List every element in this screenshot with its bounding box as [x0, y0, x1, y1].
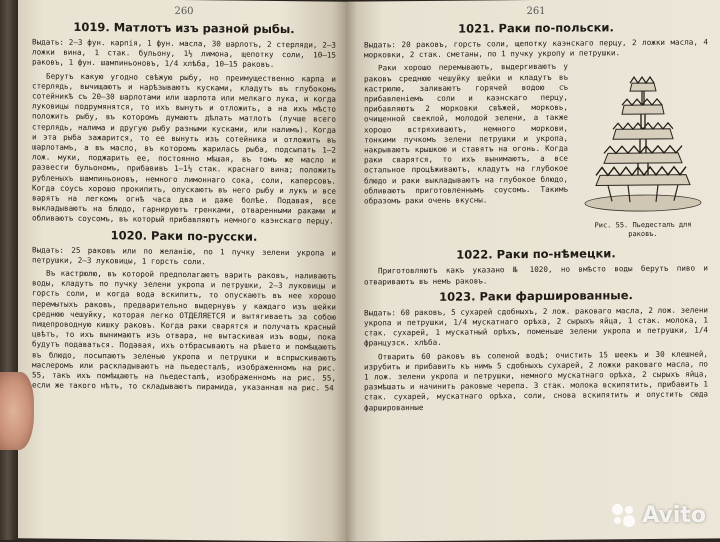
thumb	[0, 372, 34, 450]
right-page	[346, 0, 720, 542]
recipe-1020-title: 1020. Раки по-русски.	[110, 227, 258, 244]
figure-caption: Рис. 55. Пьедесталъ для раковъ.	[594, 221, 692, 239]
recipe-1021-ingredients: Выдать: 20 раковъ, горсть соли, щепотку каэнскаго перцу, 2 ложки масла, 4 морковки, 2 стак. сметаны, по 1 пучку укропу и петрушки.	[364, 37, 708, 60]
page-number-right: 261	[526, 5, 546, 18]
recipe-1022-title: 1022. Раки по-нѣмецки.	[456, 246, 616, 263]
avito-watermark	[610, 502, 706, 528]
recipe-1019-title: 1019. Матлотъ изъ разной рыбы.	[73, 19, 295, 37]
recipe-1020-text: Въ кастрюлю, въ которой предполагаютъ варить раковъ, наливаютъ воды, кладутъ по пучку зелени укропа и петрушки, 2—3 луковицы и горсть соли, и когда вода вскипитъ, то опускаютъ въ нее хорошо перемытыхъ раковъ, предварительно выдернувъ у каждаго изъ шейки среднюю чешуйку, которая легко ОТДЕЛЯЕТСЯ и вытягиваетъ за собою пищепроводную кишку раковъ. Когда раки сварятся и получатъ красный цвѣтъ, то ихъ вынимаютъ изъ отвара, не вытаскивая изъ воды, пока будутъ подаваться. Подавая, ихъ отбрасываютъ на рѣшето и помѣщаютъ въ блюдо, посыпаютъ зеленью укропа и петрушки и вспрыскиваютъ маслеромъ или раскладываютъ на пьедесталѣ, изображенномъ на рис. 55, такъ ихъ помѣщаютъ на пьедесталѣ, изображенномъ на рис. 55, если же такого нѣтъ, то складываютъ пирамида, указанная на рис. 54	[32, 268, 336, 393]
recipe-1023-title: 1023. Раки фаршированные.	[439, 287, 633, 304]
page-number-left: 260	[174, 5, 194, 18]
recipe-1021-title: 1021. Раки по-польски.	[458, 20, 614, 36]
recipe-1023-text: Отварить 60 раковъ въ соленой водѣ; очистить 15 шеекъ и 30 клешней, изрубить и прибавить къ нимъ 5 сдобныхъ сухарей, 2 ложки раковаго масла, по 1 лож. зелени укропа и петрушки, немного мускатнаго орѣха, 2 сырыхъ яйца, размѣшать и начинить раковые черепа. 3 стак. молока вскипятить, прибавить 1 стак. сухарей, мускатнаго орѣха, соли, снова вскипятить и опустить сюда фаршированные	[364, 349, 708, 413]
recipe-1019-text: Берутъ какую угодно свѣжую рыбу, но преимущественно карпа и стерлядь, вычищаютъ и нарѣзываютъ кусками, кладутъ въ глубокомъ сотейникѣ съ 20—30 шарлотами или шарлота или мелкаго лука, и когда луковицы подрумянятся, то ихъ вынуть и отложить, а на ихъ мѣсто положить рыбу, въ которомъ думаютъ дѣлать матлотъ (лучше всего стерлядь, налима и другую рыбу разными кусками, или налимъ). Когда и эта рыба зажарится, то ее вынуть изъ сотейника и отложить въ шарлотамъ, а въ масло, въ которомъ жарилась рыба, подсыпать 1—2 лож. муки, поджарить ее, постоянно мѣшая, въ томъ же масло и развести бульономъ, прибавивъ 1—1½ стак. краснаго вина; положить рубленыхъ шампиньоновъ, немного лимоннаго сока, соли, каперсовъ. Когда соусъ хорошо прокипитъ, опускаютъ въ него рыбу и лукъ и все варятъ на легкомъ огнѣ часа два и даже болѣе. Подавая, все выкладываютъ на блюдо, гарнируютъ гренками, отваренными раками и обливаютъ соусомъ, въ который прибавляютъ немного каэнскаго перцу.	[32, 71, 336, 227]
figure-55	[578, 65, 708, 240]
recipe-1022-text: Приготовляютъ какъ указано № 1020, но вмѣсто воды берутъ пиво и отвариваютъ въ немъ раковъ.	[364, 263, 708, 287]
avito-logo-icon	[610, 502, 636, 528]
left-page	[18, 0, 346, 542]
recipe-1019-ingredients: Выдать: 2—3 фун. карпія, 1 фун. масла, 30 шарлотъ, 2 стерляди, 2—3 ложки вина, 1 стак. бульону, 1½ лимона, щепотку соли, 10—15 раковъ, 1 фун. шампиньоновъ, 1/4 хлѣба, 10—15 раковъ.	[32, 37, 336, 70]
recipe-1023-ingredients: Выдать: 60 раковъ, 5 сухарей сдобныхъ, 2 лож. раковаго масла, 2 лож. зелени укропа и петрушки, 1/4 мускатнаго орѣха, 2 сырыхъ яйца, 1 стак. молока, 1 стак. сухарей, 1 мускатный орѣхъ, поменьше зелени укропа и петрушки, 1/4 французск. хлѣба.	[364, 305, 708, 348]
recipe-1020-ingredients: Выдать: 25 раковъ или по желанію, по 1 пучку зелени укропа и петрушки, 2—3 луковицы, 1 горсть соли.	[32, 245, 336, 267]
recipe-1021-text: Раки хорошо перемываютъ, выдергиваютъ у раковъ среднюю чешуйку шейки и кладутъ въ кастрюлю, заливаютъ горячей водою съ прибавленіемъ соли и каэнскаго перцу, прибавляютъ 2 морковки свѣжей, морковь, очищенной свеклой, молодой зелени, а также хорошо встряхиваютъ, немного моркови, тонкими пучкомъ зелени петрушки и укропа, накрываютъ крышкою и ставятъ на огонь. Когда раки сварятся, то ихъ вынимаютъ, а все остальное процѣживаютъ, кладутъ на глубокое блюдо и раки выкладываютъ на глубокое блюдо, обливаютъ приготовленнымъ соусомъ. Такимъ образомъ раки очень вкусны.	[364, 62, 568, 206]
avito-wordmark: Avito	[642, 502, 706, 528]
crayfish-pedestal-illustration	[578, 65, 708, 216]
